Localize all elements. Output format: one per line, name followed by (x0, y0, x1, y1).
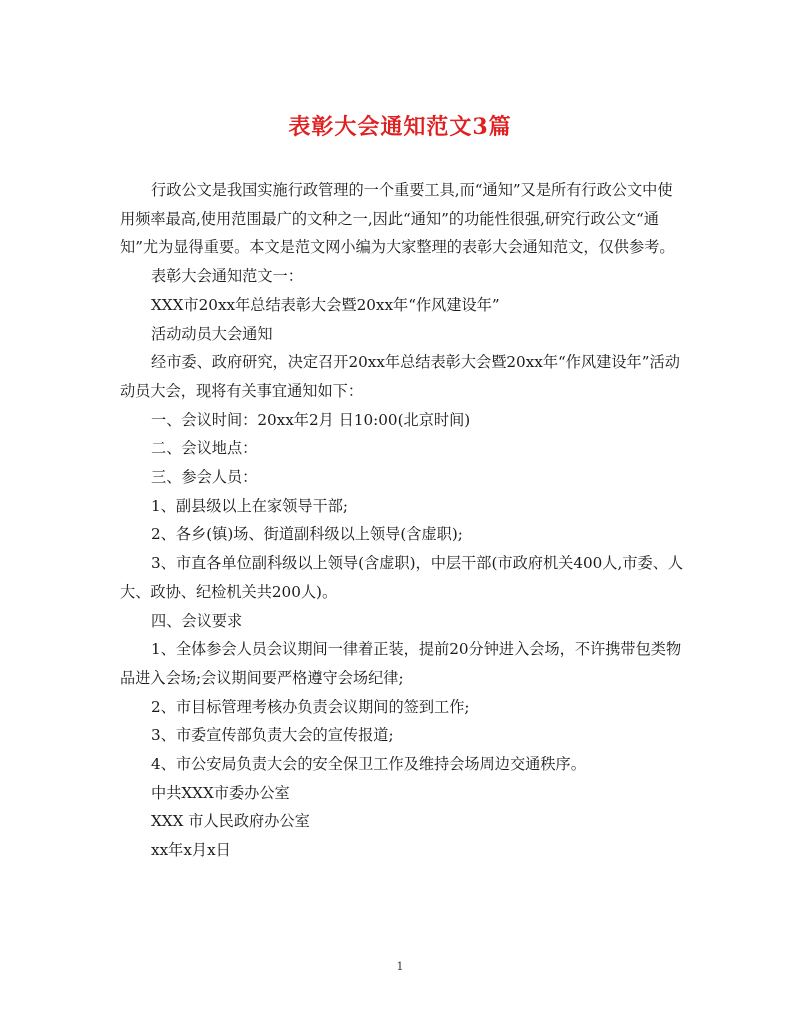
attendees-item-2: 2、各乡(镇)场、街道副科级以上领导(含虚职); (151, 525, 463, 544)
notice-opening-paragraph: 经市委、政府研究，决定召开20xx年总结表彰大会暨20xx年“作风建设年”活动动员大会，现将有关事宜通知如下： (120, 353, 680, 400)
attendees-heading: 三、参会人员： (151, 468, 258, 487)
requirements-item-4: 4、市公安局负责大会的安全保卫工作及维持会场周边交通秩序。 (151, 755, 586, 774)
document-body (120, 176, 686, 865)
signature-party-office: 中共XXX市委办公室 (151, 783, 290, 802)
page-number: 1 (396, 960, 404, 973)
section-heading: 表彰大会通知范文一： (151, 267, 303, 286)
signature-government-office: XXX 市人民政府办公室 (151, 812, 310, 831)
requirements-item-2: 2、市目标管理考核办负责会议期间的签到工作; (151, 697, 470, 716)
meeting-location-item: 二、会议地点： (151, 439, 258, 458)
requirements-item-1: 1、全体参会人员会议期间一律着正装，提前20分钟进入会场，不许携带包类物品进入会场;会议期间要严格遵守会场纪律; (120, 640, 682, 687)
meeting-time-item: 一、会议时间：20xx年2月 日10:00(北京时间) (151, 410, 471, 429)
attendees-item-1: 1、副县级以上在家领导干部; (151, 496, 349, 515)
intro-paragraph: 行政公文是我国实施行政管理的一个重要工具,而“通知”又是所有行政公文中使用频率最高,使用范围最广的文种之一,因此“通知”的功能性很强,研究行政公文“通知”尤为显得重要。本文是范文网小编为大家整理的表彰大会通知范文，仅供参考。 (120, 181, 675, 257)
notice-title-line-1: XXX市20xx年总结表彰大会暨20xx年“作风建设年” (151, 295, 500, 314)
notice-title-line-2: 活动动员大会通知 (151, 324, 273, 343)
attendees-item-3: 3、市直各单位副科级以上领导(含虚职)，中层干部(市政府机关400人,市委、人大、政协、纪检机关共200人)。 (120, 554, 684, 601)
signature-date: xx年x月x日 (151, 841, 231, 860)
document-title: 表彰大会通知范文3篇 (288, 114, 512, 140)
requirements-heading: 四、会议要求 (151, 611, 243, 630)
requirements-item-3: 3、市委宣传部负责大会的宣传报道; (151, 726, 394, 745)
